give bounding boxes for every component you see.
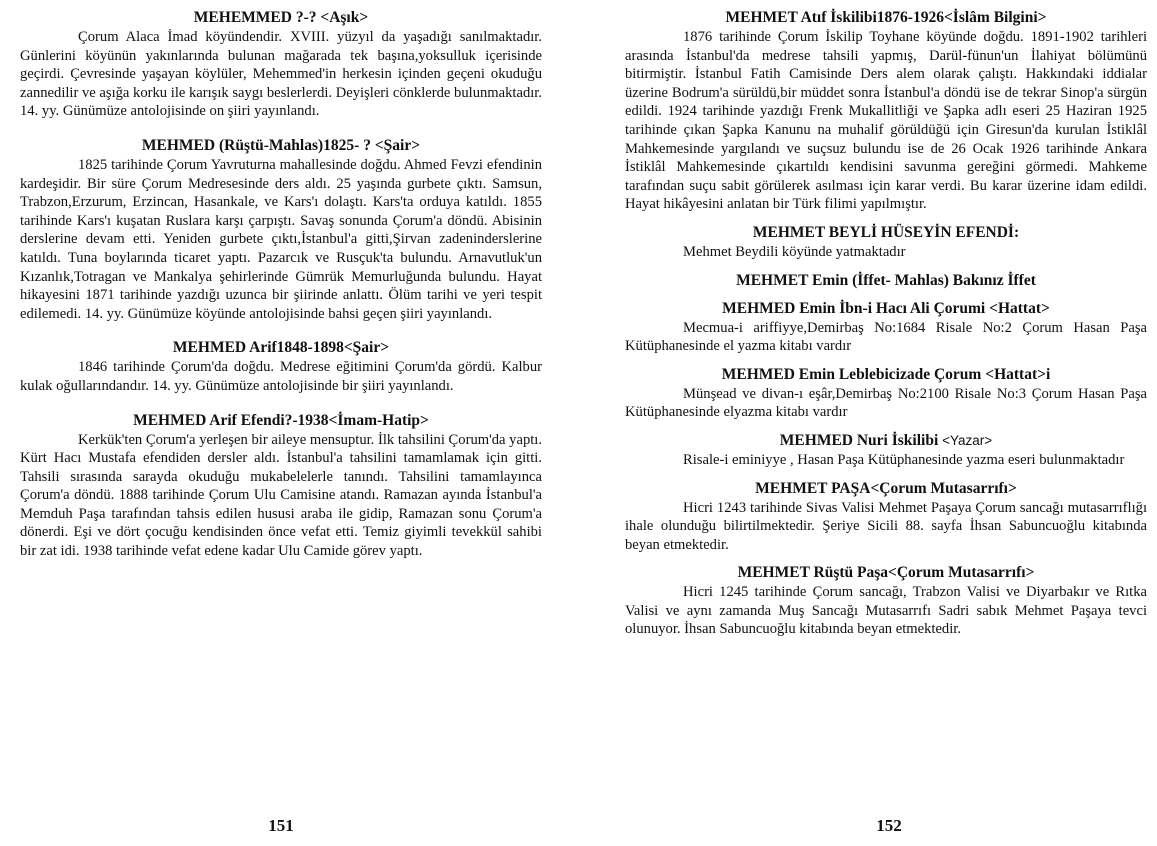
entry	[20, 411, 542, 561]
entry-title	[625, 271, 1147, 290]
entry-body: Çorum Alaca İmad köyündendir. XVIII. yüzyıl da yaşadığı sanılmaktadır. Günlerini köyünün yakınlarında bulunan mağarada tek başına,yoksulluk içerisinde geçirdi. Çevresinde yaşayan köylüler, Mehemmed'in herkesin içinden geçeni okuduğu zannedilir ve aşığa korku ile karışık saygı beslerlerdi. Deyişleri cönklerde bulunmaktadır. 14. yy. Günümüze antolojisinde on şiiri yayınlandı.	[20, 29, 542, 120]
entry-title	[20, 8, 542, 27]
entry-name: MEHMET BEYLİ HÜSEYİN EFENDİ:	[752, 223, 1020, 241]
entry	[625, 8, 1147, 214]
entry-name: MEHMET Rüştü Paşa	[737, 564, 889, 582]
entry-name: MEHEMMED ?-?	[193, 9, 321, 26]
entry	[625, 223, 1147, 262]
entry-body: Kerkük'ten Çorum'a yerleşen bir aileye mensuptur. İlk tahsilini Çorum'da yaptı. Kürt Hacı Mustafa efendiden dersler aldı. İstanbul'a tahsilini tamamlamak için gitti. Tahsili sırasında sarayda okuduğu mukabelelerle tanındı. Tahsilini tamamlayınca Çorum'a döndü. 1888 tarihinde Çorum Ulu Camisine atandı. Ramazan ayında İstanbul'a Memduh Paşa tarafından tahsis edilen hususi araba ile gidip, Ramazan sonu Çorum'a dönerdi. Eşi ve dört çocuğu kendisinden önce vefat etti. Temiz giyimli tevekkül sahibi bir zat idi. 1938 tarihinde vefat edene kadar Ulu Camide görev yaptı.	[20, 431, 542, 560]
entry-name: MEHMED Arif1848-1898	[172, 339, 344, 357]
entry-title	[20, 338, 542, 357]
entry-body: Risale-i eminiyye , Hasan Paşa Kütüphanesinde yazma eseri bulunmaktadır	[683, 451, 1125, 468]
entry	[625, 299, 1147, 356]
entry-role: <Şair>	[343, 339, 390, 357]
entry-role: <Şair>	[374, 136, 421, 154]
entry-title	[20, 136, 542, 155]
entry-role: <Hattat>	[989, 299, 1050, 317]
entry-title	[625, 365, 1147, 384]
entry-role: <Çorum Mutasarrıfı>	[870, 479, 1017, 497]
entry	[625, 271, 1147, 290]
entry-title	[625, 479, 1147, 498]
entry-title	[625, 8, 1147, 27]
entry	[20, 8, 542, 121]
entry-role: <İmam-Hatip>	[328, 411, 429, 429]
entry-name: MEHMED (Rüştü-Mahlas)1825- ?	[141, 136, 375, 154]
entry	[625, 479, 1147, 555]
page-number: 151	[268, 816, 294, 835]
entry-role: <Hattat>i	[985, 365, 1051, 383]
entry-body: Mehmet Beydili köyünde yatmaktadır	[683, 243, 906, 260]
entry	[20, 136, 542, 323]
entry	[20, 338, 542, 395]
entry	[625, 563, 1147, 639]
entry-role: <Yazar>	[942, 432, 993, 448]
entry-role: <İslâm Bilgini>	[943, 9, 1047, 26]
left-page	[20, 8, 542, 576]
entry-body: 1825 tarihinde Çorum Yavruturna mahallesinde doğdu. Ahmed Fevzi efendinin kardeşidir. Bir süre Çorum Medresesinde ders aldı. 25 yaşında gurbete çıktı. Samsun, Trabzon,Erzurum, Erzincan, Hasankale, ve Kars'ı dolaştı. Kars'ta orduya katıldı. 1855 tarihinde Kars'ı kuşatan Ruslara karşı çarpıştı. Savaş sonunda Çorum'a döndü. Abisinin derslerine devam etti. Yeniden gurbete çıktı,İstanbul'a gitti,Şirvan zadeninderslerine katıldı. Tuna boylarında ticaret yaptı. Pazarcık ve Rusçuk'ta bulundu. Arnavutluk'un Kızanlık,Totragan ve Mankalya şehirlerinde Gümrük Memurluğunda bulundu. Hayat hikayesini 1871 tarihinde yazdığı uzunca bir şiirinde anlattı. Ölüm tarihi ve yeri tespit edilemedi. 14. yy. Günümüze köyünde antolojisinde bahsi geçen şiiri yayınlandı.	[20, 156, 542, 322]
entry-body: 1876 tarihinde Çorum İskilip Toyhane köyünde doğdu. 1891-1902 tarihleri arasında İstanbul'da medrese tahsili yapmış, Darül-fünun'un İlahiyat bölümünü bitirmiştir. İstanbul Fatih Camisinde Ders alem olarak çalıştı. Hakkındaki iddialar üzerine Bodrum'a sürüldü,bir müddet sonra İstanbul'a döndü ise de tekrar Sinop'a sürgün edildi. 1924 tarihinde yazdığı Frenk Mukallitliği ve Şapka adlı eseri 25 Haziran 1925 tarihinde çıkan Şapka Kanunu na muhalif görüldüğü için Giresun'da kurulan İstiklâl Mahkemesinde yargılandı ve suçsuz bulundu ise de 26 Ocak 1926 tarihinde Ankara İstiklâl Mahkemesinde çıkartıldı kendisini savunma gereğini görmedi. Mahkeme tarafından suçu sabit görülerek asılması için karar verdi. Bu karar üzerine idam edildi. Hayat hikâyesini anlatan bir Türk filimi yapılmıştır.	[625, 29, 1147, 213]
entry-title	[625, 563, 1147, 582]
entry-body: 1846 tarihinde Çorum'da doğdu. Medrese eğitimini Çorum'da gördü. Kalbur kulak oğullarındandır. 14. yy. Günümüze antolojisinde bir şiiri yayınlandı.	[20, 359, 542, 394]
entry-name: MEHMET Atıf İskilibi1876-1926	[725, 9, 944, 26]
entry-body: Hicri 1243 tarihinde Sivas Valisi Mehmet Paşaya Çorum sancağı mutasarrıflığı ihale olunduğu bilirtilmektedir. Şeriye Sicili 88. sayfa İhsan Sabuncuoğlu kitabında beyan etmektedir.	[625, 499, 1147, 553]
right-page	[625, 8, 1147, 648]
entry-body: Hicri 1245 tarihinde Çorum sancağı, Trabzon Valisi ve Diyarbakır ve Rıtka Valisi ve aynı zamanda Muş Sancağı Mutasarrıfı Sadri sabık Mehmet Paşaya tevci olunuyor. İhsan Sabuncuoğlu kitabında beyan etmektedir.	[625, 584, 1147, 638]
entry-title	[625, 299, 1147, 318]
page-number: 152	[876, 816, 902, 835]
entry-role: <Aşık>	[320, 9, 369, 26]
entry-name: MEHMET Emin (İffet- Mahlas) Bakınız İffet	[736, 271, 1036, 289]
entry-body: Mecmua-i ariffiyye,Demirbaş No:1684 Risale No:2 Çorum Hasan Paşa Kütüphanesinde el yazma kitabı vardır	[625, 319, 1147, 355]
entry-name: MEHMED Emin İbn-i Hacı Ali Çorumi	[722, 299, 990, 317]
entry-name: MEHMED Arif Efendi?-1938	[133, 411, 329, 429]
entry	[625, 431, 1147, 470]
entry-title	[625, 223, 1147, 242]
entry-name: MEHMET PAŞA	[755, 479, 871, 497]
entry-body: Münşead ve divan-ı eşâr,Demirbaş No:2100 Risale No:3 Çorum Hasan Paşa Kütüphanesinde elyazma kitabı vardır	[625, 385, 1147, 421]
entry-role: <Çorum Mutasarrıfı>	[888, 564, 1035, 582]
entry	[625, 365, 1147, 422]
entry-title	[625, 431, 1147, 450]
entry-name: MEHMED Nuri İskilibi	[779, 431, 943, 449]
entry-name: MEHMED Emin Leblebicizade Çorum	[721, 365, 986, 383]
entry-title	[20, 411, 542, 430]
